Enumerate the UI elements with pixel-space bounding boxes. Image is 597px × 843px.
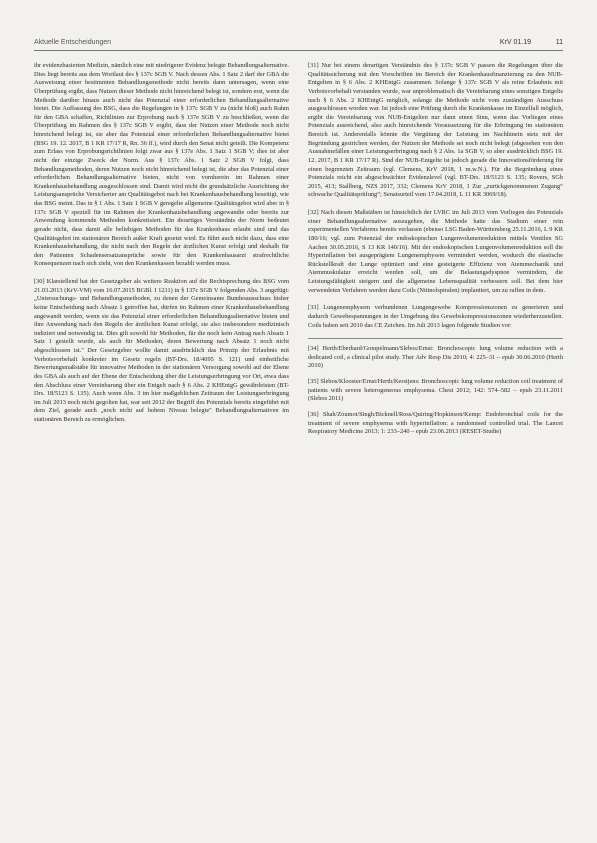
study-item: [34] Herth/Eberhard/Gompelmann/Slebos/Ernst: Bronchoscopic lung volume reduction with a dedicated coil, a clinical pilot study. Ther Adv Resp Dis 2010; 4: 225–31 – epub 30.06.2010 (Herth 2010) xyxy=(308,345,563,370)
running-header xyxy=(34,36,563,51)
paragraph-33: [33] Lungenemphysem verbundenen Lungengewebe Kompressionszonen zu generieren und dadurch Gewebespannungen in der Umgebung des Gewebskompressionszonen wiederherzustellen. Coils haben seit 2010 das CE Zeichen. Im Juli 2013 lagen folgende Studien vor: xyxy=(308,304,563,329)
right-column xyxy=(308,62,563,444)
paragraph-32: [32] Nach diesen Maßstäben ist hinsichtlich der LVRC im Juli 2013 vom Vorliegen des Potenzials einer Behandlungsalternative auszugehen, die Methode hatte das Stadium einer rein experimentellen Verfahrens bereits verlassen (ebenso LSG Baden-Württemberg 25.11.2016, L 9 KR 180/16; vgl. zum Potenzial der endoskopischen Lungenvolumenreduktion mittels Ventilen SG Aachen 30.05.2016, S 13 KR 140/16). Mit der endoskopischen Lungenvolumenreduktion soll die Hyperinflation bei ausgeprägtem Lungenemphysem vermindert werden, wodurch die elastische Rückstellkraft der Lunge optimiert und eine gesteigerte Effizienz von Atemmechanik und Atemmuskulatur erreicht werden soll, um die Belastungsdyspnoe vermindern, die Leistungsfähigkeit steigern und die allgemeine Lebensqualität verbessern soll. Bei dem hier verwendeten Verfahren werden dazu Coils (Nitinolspiralen) implantiert, um zu raffen in dem. xyxy=(308,209,563,294)
paragraph-31: [31] Nur bei einem derartigen Verständnis des § 137c SGB V passen die Regelungen über die Qualitätssicherung mit den Vorschriften im Bereich der Krankenhausfinanzierung zu den NUB-Entgelten in § 6 Abs. 2 KHEntgG zusammen. Solange § 137c SGB V als reine Erlaubnis mit Verbotsvorbehalt verstanden wurde, war unproblematisch die Vereinbarung eines sonstigen Entgelts nach § 6 Abs. 2 KHEntgG möglich, solange die Methode nicht vom zuständigen Ausschuss ausgeschlossen worden war. Ist jedoch eine Prüfung durch die Krankenkasse im Einzelfall möglich, ergibt die Vereinbarung von NUB-Entgelten nur dann einen Sinn, wenn das Vorliegen eines Potenzials ausreichend, also auch hinreichende Voraussetzung für die Erbringung im stationären Bereich ist. Anderenfalls könnte die Vergütung der Leistung im Nachhinein stets mit der Begründung gestrichen werden, der Nutzen der Methode sei noch nicht belegt (abgesehen von den Ausnahmefällen einer Leistungserbringung nach § 2 Abs. 1a SGB V, so aber ausdrücklich BSG 19. 12. 2017, B 1 KR 17/17 R). Sind der NUB-Entgelte ist jedoch gerade die Innovationsförderung für einen begrenzten Zeitraum (vgl. Clemens, KrV 2018, 1 m.w.N.). Für die Begründung eines Potenzials reicht ein abgeschwächter Evidenzlevel (vgl. BT-Drs. 18/5123 S. 135; Rovers, SGb 2015, 413; Stallberg, NZS 2017, 332; Clemens KrV 2018, 1 Zur „zurückgenommenen Zugang“ schwache Qualitätsprüfung“; Senatsurteil vom 17.04.2018, L 11 KR 3069/18). xyxy=(308,62,563,199)
left-column xyxy=(34,62,289,425)
paragraph-continuation: ihr evidenzbasierten Medizin, nämlich eine mit niedrigerer Evidenz belegte Behandlungsalternative. Dies liegt bereits aus dem Wortlaut des § 137c SGB V. Nach dessen Abs. 1 Satz 2 darf der GBA die Ausweisung einer bestimmten Behandlungsmethode nicht bereits dann untersagen, wenn eine Überprüfung ergibt, dass Nutzen dieser Methode nicht hinreichend belegt ist, sondern erst, wenn die Methode darüber hinaus auch nicht das Potenzial einer erforderlichen Behandlungsalternative bietet. Die Auffassung des BSG, dass die Regelungen in § 137c SGB V zu (nicht bloß) auch Rahm für den GBA schaffen, Richtlinien zur Erprobung nach § 137e SGB V zu beschließen, wenn die Überprüfung im Rahmen des § 137c SGB V ergibt, dass der Nutzen einer Methode noch nicht hinreichend belegt ist, sie aber das Potenzial einer erforderlichen Behandlungsalternative bietet (BSG 19. 12. 2017, B 1 KR 17/17 R, Rn. 36 ff.), wird durch den Senat nicht geteilt. Die Kompetenz zum Erlass von Erprobungsrichtlinien folgt zwar aus § 137e Abs. 1 Satz 1 SGB V; dies ist aber nicht der einzige Zweck der Norm. Aus § 137c Abs. 1 Satz 2 SGB V folgt, dass Behandlungsmethoden, deren Nutzen noch nicht hinreichend belegt ist, die aber das Potenzial einer erforderlichen Behandlungsalternative bieten, nicht von vornherein im Rahmen einer Krankenhausbehandlung ausgeschlossen sind. Damit wird nicht die grundsätzliche Ausrichtung der Leistungsansprüche Versicherter am Qualitätsgebot nach bei Krankenhausbehandlung beseitigt, wie das BSG meint. Das in § 1 Abs. 1 Satz 1 SGB V geregelte allgemeine Qualitätsgebot wird aber in § 137c SGB V speziell für im Rahmen der Krankenhausbehandlung angewandte oder bereits zur Anwendung kommende Methoden konkretisiert. Ein derartiges Verständnis der Norm bedeutet gerade nicht, dass damit alle beliebigen Methoden für das Krankenhaus erlaubt sind und das Qualitätsgebot im stationären Bereich außer Kraft gesetzt wird. Es führt auch nicht dazu, dass eine Krankenhausbehandlung, die nicht nach den Regeln der ärztlichen Kunst erfolgt und deshalb für den Patienten Schadensersatzansprüche sowie für den Krankenhausarzt strafrechtliche Konsequenzen nach sich zieht, von den Krankenkassen bezahlt werden muss. xyxy=(34,62,289,268)
study-item: [35] Slebos/Klooster/Ernst/Herth/Kerstjens: Bronchoscopic lung volume reduction coil treatment of patients with severe heterogeneous emphysema. Chest 2012; 142: 574–582 – epub 23.11.2011 (Slebos 2011) xyxy=(308,378,563,403)
section-title: Aktuelle Entscheidungen xyxy=(34,39,112,46)
divider xyxy=(308,338,563,339)
paragraph-30: [30] Klarstellend hat der Gesetzgeber als weitere Reaktion auf die Rechtsprechung des BSG vom 21.03.2013 (KrV-VM) vom 16.07.2015 BGBl. I 1211) in § 137c SGB V folgenden Abs. 3 angefügt: „Untersuchungs- und Behandlungsmethoden, zu denen der Gemeinsame Bundesausschuss bisher keine Entscheidung nach Absatz 1 getroffen hat, dürfen im Rahmen einer Krankenhausbehandlung angewandt werden, wenn sie das Potenzial einer erforderlichen Behandlungsalternative bieten und ihre Anwendung nach den Regeln der ärztlichen Kunst erfolgt, sie also insbesondere medizinisch indiziert und notwendig ist. Dies gilt sowohl für Methoden, für die noch kein Antrag nach Absatz 1 Satz 1 gestellt wurde, als auch für Methoden, deren Bewertung nach Absatz 1 noch nicht abgeschlossen ist." Der Gesetzgeber wollte damit ausdrücklich das Prinzip der Erlaubnis mit Verbotsvorbehalt konkreter im Gesetz regeln (BT-Drs. 18/4095 S. 121) und einheitliche Bewertungsmaßstäbe für innovative Methoden in der stationären Versorgung sowohl auf der Ebene des GBA als auch auf der Ebene der Entscheidung über die Leistungserbringung vor Ort, etwa dass den Abschluss einer Vereinbarung über ein Entgelt nach § 6 Abs. 2 KHEntgG gewährleisten (BT-Drs. 18/5123 S. 135). Auch wenn Abs. 3 im hier maßgeblichen Zeitraum der Leistungserbringung im Juli 2013 noch nicht gegolten hat, war seit 2012 der Begriff des Potenzials bereits eingeführt mit dem Ziel, gerade auch „noch nicht auf hohem Niveau belegte" Behandlungsalternativen im stationären Bereich zu ermöglichen. xyxy=(34,278,289,423)
study-item: [36] Shah/Zoumot/Singh/Bicknell/Ross/Quiring/Hopkinson/Kemp: Endobronchial coils for the treatment of severe emphysema with hyperinflation: a randomised controlled trial. The Lancet Respiratory Medicine 2013; 1: 233–240 – epub 23.06.2013 (RESET-Studie) xyxy=(308,410,563,436)
journal-issue: KrV 01.19 xyxy=(499,39,531,46)
page-number: 11 xyxy=(555,39,563,46)
study-list xyxy=(308,345,563,437)
